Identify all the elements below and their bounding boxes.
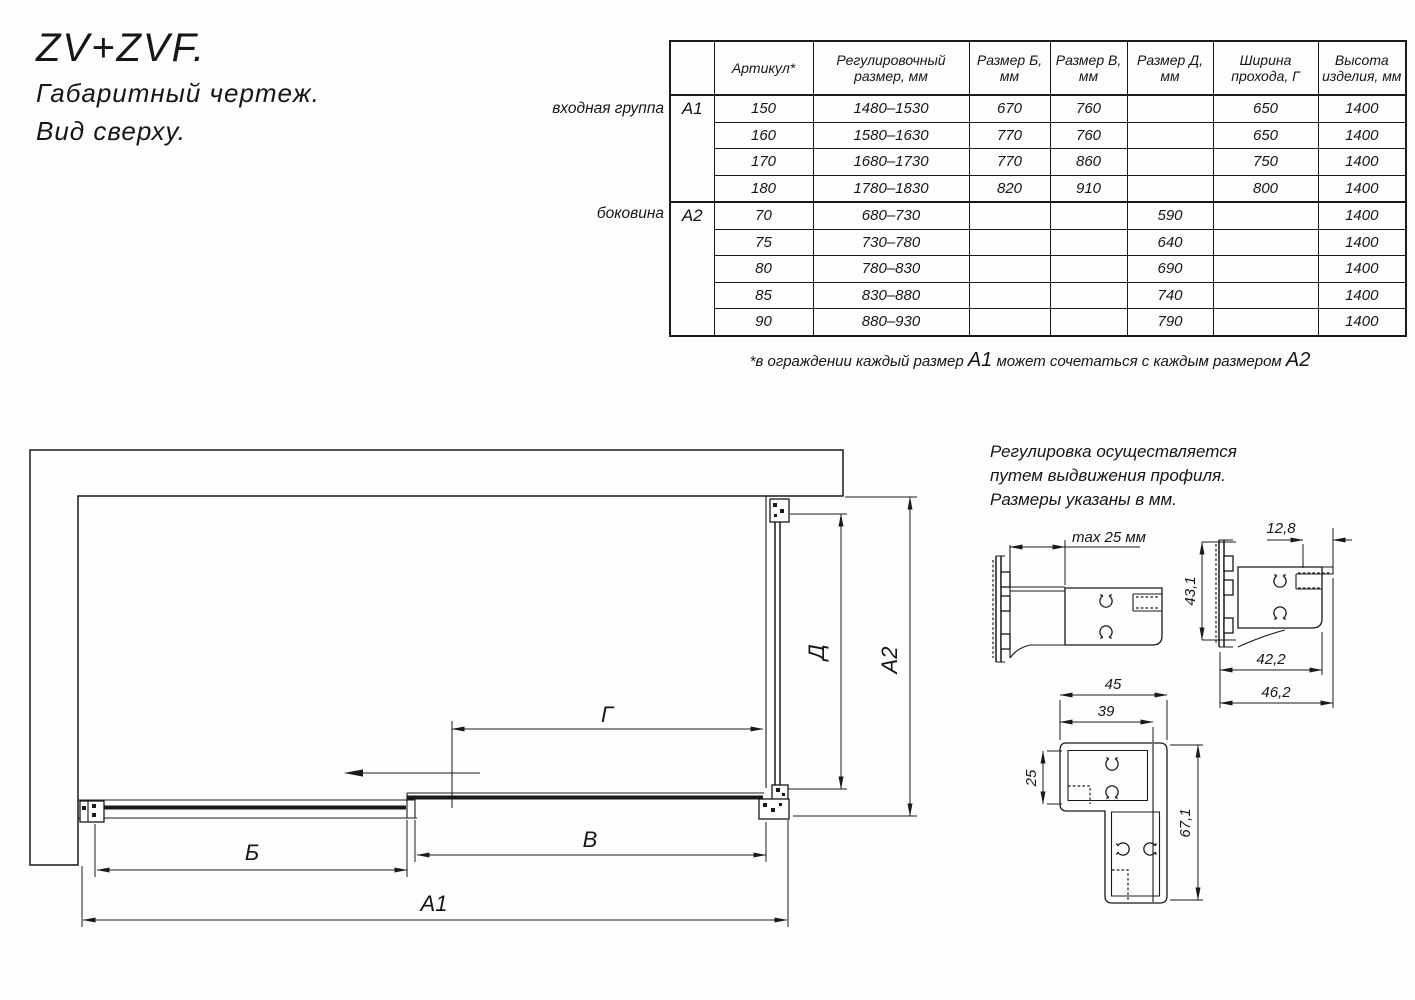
cell: 1580–1630: [813, 122, 969, 149]
note-line: Регулировка осуществляется: [990, 442, 1237, 461]
side-panel: [759, 496, 789, 819]
dim-39: [1060, 703, 1153, 742]
cell: 1400: [1318, 309, 1406, 336]
dim-12-8: [1266, 520, 1352, 568]
dim-67-1: [1170, 745, 1203, 900]
footnote-a2: А2: [1285, 349, 1311, 371]
cell: 820: [969, 175, 1050, 202]
header-pass-width: Ширина прохода, Г: [1213, 41, 1318, 95]
cell: 650: [1213, 122, 1318, 149]
wall-bracket-left: [80, 801, 104, 822]
dim-a1-label: А1: [420, 891, 448, 916]
group-label-side: боковина: [596, 205, 664, 222]
header-height: Высота изделия, мм: [1318, 41, 1406, 95]
header-articul: Артикул*: [714, 41, 813, 95]
dim-12-8-label: 12,8: [1266, 520, 1296, 537]
dim-39-label: 39: [1097, 703, 1115, 720]
cell: 730–780: [813, 229, 969, 256]
corner-connector: [759, 785, 789, 819]
cell: 640: [1127, 229, 1213, 256]
dim-g: [452, 702, 763, 808]
dim-d: [788, 514, 847, 789]
cell: 770: [969, 122, 1050, 149]
group-code-a1: А1: [670, 95, 714, 202]
note-line: путем выдвижения профиля.: [990, 466, 1226, 486]
cell: 85: [714, 282, 813, 309]
note-line: Размеры указаны в мм.: [990, 490, 1177, 510]
fixed-panel: [78, 797, 417, 822]
dim-b-label: Б: [244, 840, 260, 865]
profile-section-dimensioned: [1182, 520, 1352, 708]
cell: 170: [714, 149, 813, 176]
cell: 1400: [1318, 202, 1406, 229]
dim-d-label: Д: [804, 644, 829, 660]
cell: 760: [1050, 95, 1127, 122]
dim-25: [1023, 751, 1062, 804]
dim-b: [95, 820, 407, 877]
dim-g-label: Г: [601, 702, 613, 727]
cell: 780–830: [813, 256, 969, 283]
cell: 180: [714, 175, 813, 202]
header-reg-size: Регулировочный размер, мм: [813, 41, 969, 95]
dim-v: [415, 820, 766, 862]
cell: 670: [969, 95, 1050, 122]
cell: 80: [714, 256, 813, 283]
cell: 1680–1730: [813, 149, 969, 176]
dim-max25-label: max 25 мм: [1072, 529, 1146, 546]
profile-section-extended: [993, 529, 1162, 662]
cell: 590: [1127, 202, 1213, 229]
cell: 800: [1213, 175, 1318, 202]
cell: 160: [714, 122, 813, 149]
cell: 770: [969, 149, 1050, 176]
product-name: ZV+ZVF.: [36, 26, 206, 70]
cell: 150: [714, 95, 813, 122]
footnote-text: может сочетаться с каждым размером: [992, 353, 1286, 370]
dim-a1: [82, 820, 788, 927]
group-label-entrance: входная группа: [552, 100, 664, 117]
cell: 910: [1050, 175, 1127, 202]
view-label: Вид сверху.: [36, 116, 186, 146]
cell: 70: [714, 202, 813, 229]
wall: [30, 450, 843, 865]
cell: 750: [1213, 149, 1318, 176]
cell: 740: [1127, 282, 1213, 309]
cell: 860: [1050, 149, 1127, 176]
cell: 1480–1530: [813, 95, 969, 122]
header-size-b: Размер Б, мм: [969, 41, 1050, 95]
cell: 1780–1830: [813, 175, 969, 202]
cell: 790: [1127, 309, 1213, 336]
cell: 1400: [1318, 149, 1406, 176]
header-size-v: Размер В, мм: [1050, 41, 1127, 95]
footnote-text: *в ограждении каждый размер: [749, 353, 968, 370]
cell: 1400: [1318, 175, 1406, 202]
dim-25-label: 25: [1023, 769, 1040, 787]
cell: 680–730: [813, 202, 969, 229]
cell: 650: [1213, 95, 1318, 122]
dim-42-2-label: 42,2: [1256, 651, 1286, 668]
dim-67-1-label: 67,1: [1177, 808, 1194, 838]
dim-45-label: 45: [1104, 676, 1122, 693]
wall-bracket-top: [770, 499, 789, 522]
cell: 880–930: [813, 309, 969, 336]
dim-a2-label: А2: [877, 646, 902, 674]
cell: 90: [714, 309, 813, 336]
sliding-door: [407, 793, 764, 801]
cell: 1400: [1318, 256, 1406, 283]
dim-46-2-label: 46,2: [1261, 684, 1291, 701]
dim-43-1-label: 43,1: [1182, 576, 1199, 606]
cell: 760: [1050, 122, 1127, 149]
group-code-a2: А2: [670, 202, 714, 336]
dim-v-label: В: [582, 827, 598, 852]
cell: 75: [714, 229, 813, 256]
header-size-d: Размер Д, мм: [1127, 41, 1213, 95]
cell: 1400: [1318, 229, 1406, 256]
cell: 690: [1127, 256, 1213, 283]
cell: 830–880: [813, 282, 969, 309]
footnote-a1: А1: [967, 349, 993, 371]
cell: 1400: [1318, 282, 1406, 309]
profile-section-corner: [1023, 676, 1203, 903]
drawing-type: Габаритный чертеж.: [36, 78, 320, 108]
dim-max25: [1010, 529, 1146, 585]
dim-42-2: [1220, 632, 1322, 675]
cell: 1400: [1318, 95, 1406, 122]
cell: 1400: [1318, 122, 1406, 149]
